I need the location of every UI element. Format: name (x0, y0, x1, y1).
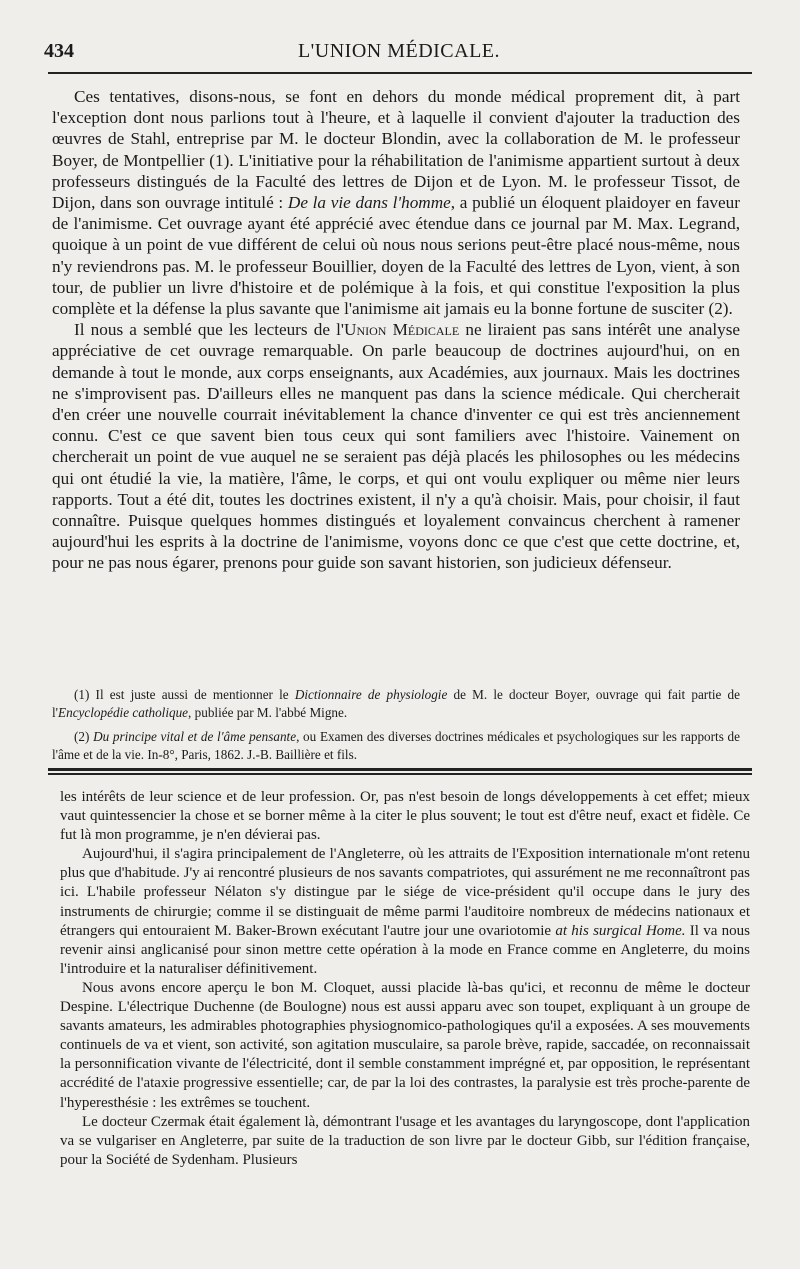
feuilleton-paragraph: Nous avons encore aperçu le bon M. Cloquet, aussi placide là-bas qu'ici, et reconnu de même le docteur Despine. L'électrique Duchenne (de Boulogne) nous est aussi apparu avec son toupet, expliquant à un groupe de savants amateurs, les admirables photographies physiognomico-pathologiques qu'il a exposées. A ses mouvements continuels de va et vient, son activité, son agitation musculaire, sa parole brève, rapide, saccadée, on reconnaissait la personnification vivante de l'électricité, dont il semble constamment imprégné et, par opposition, le représentant accrédité de l'ataxie progressive essentielle; car, de par la loi des contrastes, la paralysie est très proche-parente de l'hyperesthésie : les extrêmes se touchent. (60, 979, 750, 1111)
footnote-text: de M. le docteur Boyer, ouvrage qui fait partie de l' (52, 687, 740, 720)
feuilleton-column (60, 788, 750, 1170)
book-title: Du principe vital et de l'âme pensante (93, 729, 297, 744)
running-title: L'UNION MÉDICALE. (297, 40, 501, 62)
footnote-text: (1) Il est juste aussi de mentionner le (74, 687, 295, 702)
page-number: 434 (44, 40, 74, 62)
footnote-2 (52, 728, 740, 764)
book-title: Encyclopédie catholique (58, 705, 189, 720)
feuilleton-paragraph: Le docteur Czermak était également là, démontrant l'usage et les avantages du laryngoscope, dont l'application va se vulgariser en Angleterre, par suite de la traduction de son livre par le docteur Gibb, sur l'édition française, pour la Société de Sydenham. Plusieurs (60, 1113, 750, 1168)
main-article (52, 86, 740, 574)
page-header (44, 40, 754, 70)
paragraph-text: Ces tentatives, disons-nous, se font en dehors du monde médical proprement dit, à part l'exception dont nous parlions tout à l'heure, et à laquelle il convient d'ajouter la traduction des œuvres de Stahl, entreprise par M. le docteur Blondin, avec la collaboration de M. le professeur Boyer, de Montpellier (1). L'initiative pour la réhabilitation de l'animisme appartient surtout à deux professeurs distingués de la Faculté des lettres de Dijon et de Lyon. M. le professeur Tissot, de Dijon, dans son ouvrage intitulé : (52, 87, 740, 213)
footnote-text: (2) (74, 729, 94, 744)
book-title: De la vie dans l'homme (287, 193, 451, 213)
paragraph-text: , a publié un éloquent plaidoyer en faveur de l'animisme. Cet ouvrage ayant été apprécié avec étendue dans ce journal par M. Max. Legrand, quoique à un point de vue différent de celui où nous nous serions peut-être placé nous-même, nous n'y reviendrons pas. M. le professeur Bouillier, doyen de la Faculté des lettres de Lyon, vient, à son tour, de publier un livre d'histoire et de polémique à la fois, et qui constitue l'exposition la plus complète et la défense la plus savante que l'animisme ait jamais eu la bonne fortune de susciter (2). (52, 193, 740, 319)
journal-name: Union Médicale (344, 320, 460, 340)
section-divider (48, 768, 752, 775)
header-rule (48, 72, 752, 74)
footnote-1 (52, 686, 740, 722)
english-phrase: at his surgical Home. (555, 922, 686, 939)
book-title: Dictionnaire de physiologie (294, 687, 448, 702)
footnote-text: , publiée par M. l'abbé Migne. (188, 705, 348, 720)
paragraph-text: Il va nous revenir ainsi anglicanisé pour sinon mettre cette opération à la mode en France comme en Angleterre, du moins l'introduire et la naturaliser définitivement. (60, 922, 750, 977)
footnote-text: , ou Examen des diverses doctrines médicales et psychologiques sur les rapports de l'âme et de la vie. In-8°, Paris, 1862. J.-B. Baillière et fils. (52, 729, 740, 762)
footnotes (52, 686, 740, 770)
feuilleton-paragraph: les intérêts de leur science et de leur profession. Or, pas n'est besoin de longs développements à cet effet; mieux vaut quintessencier la chose et se borner même à la citer le plus souvent; le tout est d'être neuf, exact et fidèle. Ce fut là mon programme, je n'en dévierai pas. (60, 789, 750, 844)
article-paragraph (52, 86, 740, 319)
paragraph-text: Aujourd'hui, il s'agira principalement de l'Angleterre, où les attraits de l'Exposition internationale m'ont retenu plus que d'habitude. J'y ai rencontré plusieurs de nos savants compatriotes, qui assurément ne me reconnaîtront pas ici. L'habile professeur Nélaton s'y distingue par le siége de vice-président qu'il occupe dans le jury des instruments de chirurgie; comme il se distinguait de même parmi l'auditoire nombreux de médecins nationaux et étrangers qui entouraient M. Baker-Brown exécutant l'autre jour une ovariotomie (60, 846, 750, 939)
feuilleton-paragraph (60, 845, 750, 979)
article-paragraph (52, 319, 740, 573)
paragraph-text: ne liraient pas sans intérêt une analyse appréciative de cet ouvrage remarquable. On parle beaucoup de doctrines aujourd'hui, on en demande à tout le monde, aux corps enseignants, aux Académies, aux journaux. Mais les doctrines ne s'improvisent pas. D'ailleurs elles ne manquent pas dans la science médicale. Qui chercherait d'en créer une nouvelle courrait inévitablement la chance d'inventer ce qui est très anciennement connu. C'est ce que savent bien tous ceux qui sont familiers avec l'histoire. Vainement on chercherait un point de vue auquel ne se seraient pas déjà placés les philosophes ou les médecins qui ont étudié la vie, la matière, l'âme, le corps, et qui ont voulu expliquer ou même nier leurs rapports. Tout a été dit, toutes les doctrines existent, il n'y a qu'à choisir. Mais, pour choisir, il faut connaître. Puisque quelques hommes distingués et loyalement convaincus cherchent à ramener aujourd'hui les esprits à la doctrine de l'animisme, voyons donc ce que c'est que cette doctrine, et, pour ne pas nous égarer, prenons pour guide son savant historien, son judicieux défenseur. (52, 320, 741, 573)
paragraph-text: Il nous a semblé que les lecteurs de l' (74, 320, 345, 340)
